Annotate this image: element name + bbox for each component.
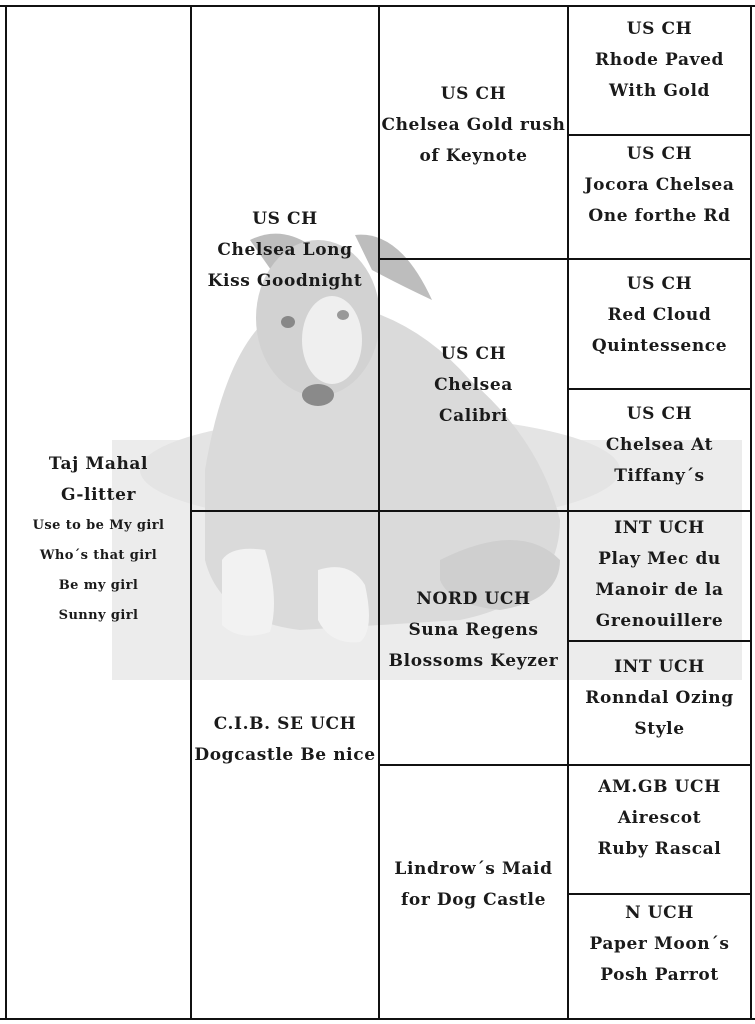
ggp-name: Paper Moon´s: [589, 933, 730, 954]
dam-title: C.I.B. SE UCH: [213, 714, 357, 734]
ggp-name: Posh Parrot: [600, 964, 719, 985]
ggp-title: US CH: [626, 143, 693, 164]
dam-sire-name: Suna Regens: [408, 619, 539, 640]
ggp-cell-7: [569, 770, 750, 866]
sire-sire-cell: [380, 70, 567, 180]
column-divider-1: [190, 5, 192, 1020]
row-divider-gp-3: [378, 764, 752, 766]
sire-title: US CH: [252, 208, 318, 229]
ggp-title: US CH: [626, 403, 693, 424]
ggp-name: Rhode Paved: [595, 49, 724, 70]
dam-dam-name: for Dog Castle: [400, 890, 547, 910]
puppy-name: Use to be My girl: [32, 518, 165, 533]
sire-dam-name: Chelsea: [434, 374, 513, 395]
litter-cell: [7, 440, 190, 640]
row-divider-gp-1: [378, 258, 752, 260]
puppy-nose: [302, 384, 334, 406]
sire-sire-name: of Keynote: [419, 145, 528, 166]
dam-dam-name: Lindrow´s Maid: [394, 859, 553, 879]
dam-sire-title: NORD UCH: [416, 588, 531, 609]
ggp-title: INT UCH: [614, 656, 705, 677]
dam-sire-cell: [380, 575, 567, 685]
ggp-name: Airescot: [617, 807, 702, 828]
dam-dam-cell: [380, 845, 567, 925]
litter-name: Taj Mahal: [48, 454, 149, 474]
ggp-name: Style: [634, 718, 685, 739]
ggp-cell-5: [569, 513, 750, 637]
ggp-title: INT UCH: [614, 518, 705, 538]
sire-name: Chelsea Long: [217, 239, 353, 260]
dam-name: Dogcastle Be nice: [194, 745, 376, 765]
border-right: [750, 5, 752, 1020]
dam-cell: [192, 700, 378, 780]
ggp-name: Red Cloud: [607, 304, 712, 325]
puppy-name: Be my girl: [58, 578, 139, 593]
ggp-name: With Gold: [609, 80, 710, 101]
ggp-cell-4: [569, 397, 750, 493]
ggp-name: Chelsea At: [605, 434, 714, 455]
ggp-name: Quintessence: [591, 335, 728, 356]
ggp-name: One forthe Rd: [588, 205, 731, 226]
litter-title: G-litter: [60, 485, 137, 505]
sire-sire-name: Chelsea Gold rush: [381, 114, 566, 135]
ggp-title: N UCH: [625, 902, 694, 923]
ggp-name: Ruby Rascal: [597, 838, 722, 859]
ggp-cell-2: [569, 137, 750, 233]
sire-dam-cell: [380, 330, 567, 440]
ggp-cell-6: [569, 650, 750, 746]
puppy-name: Sunny girl: [58, 608, 139, 623]
ggp-title: US CH: [626, 18, 693, 39]
ggp-name: Jocora Chelsea: [584, 174, 735, 195]
row-divider-ggp-5: [567, 640, 752, 642]
sire-cell: [192, 190, 378, 310]
row-divider-ggp-3: [567, 388, 752, 390]
sire-sire-title: US CH: [440, 83, 507, 104]
row-divider-ggp-1: [567, 134, 752, 136]
ggp-cell-3: [569, 267, 750, 363]
row-divider-parents: [190, 510, 752, 512]
sire-name: Kiss Goodnight: [207, 270, 363, 291]
ggp-title: US CH: [626, 273, 693, 294]
ggp-title: AM.GB UCH: [598, 776, 721, 797]
puppy-eye-right: [337, 310, 349, 320]
sire-dam-name: Calibri: [439, 405, 508, 426]
ggp-name: Play Mec du: [598, 549, 721, 569]
puppy-name: Who´s that girl: [39, 548, 158, 563]
ggp-cell-8: [569, 896, 750, 992]
dam-sire-name: Blossoms Keyzer: [388, 650, 559, 671]
sire-dam-title: US CH: [440, 343, 507, 364]
row-divider-ggp-7: [567, 893, 752, 895]
puppy-eye-left: [281, 316, 295, 328]
ggp-name: Tiffany´s: [614, 465, 705, 486]
puppy-paw-left: [222, 549, 274, 636]
ggp-name: Manoir de la: [595, 580, 724, 600]
ggp-name: Grenouillere: [595, 611, 724, 631]
ggp-name: Ronndal Ozing: [585, 687, 734, 708]
ggp-cell-1: [569, 12, 750, 108]
